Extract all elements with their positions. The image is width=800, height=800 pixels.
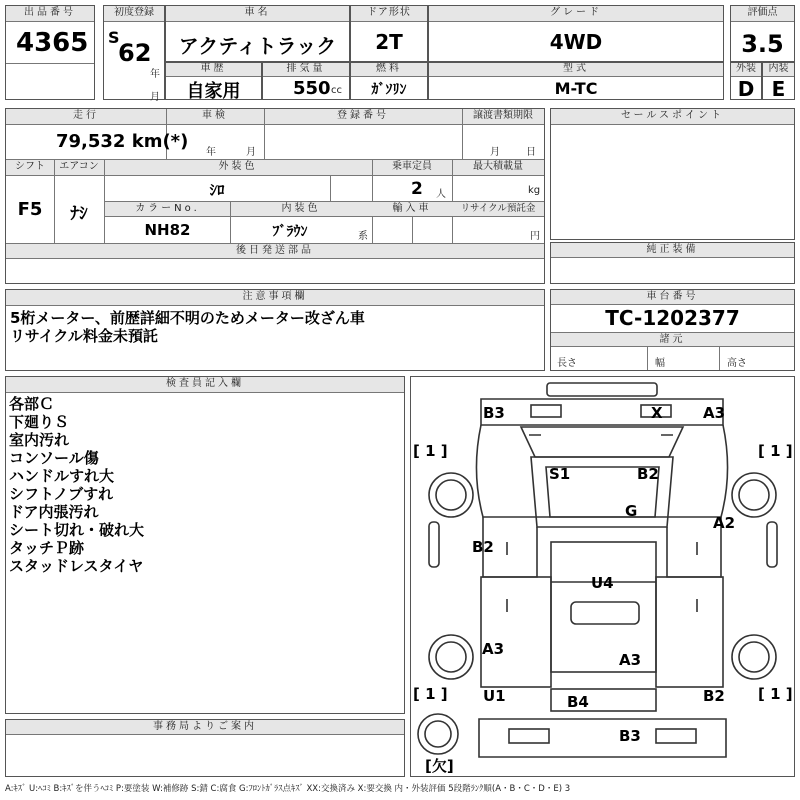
damage-mark-s1: S1 xyxy=(549,465,571,483)
import-label: 輸入車 xyxy=(372,202,452,217)
inspector-line-5: ハンドルすれ大 xyxy=(9,467,115,485)
color-no-value: NH82 xyxy=(144,221,191,239)
inspection-year-unit: 年 xyxy=(206,147,216,158)
door-label: ドア形状 xyxy=(351,6,427,22)
int-color-suffix: 系 xyxy=(358,231,368,242)
inspector-line-1: 各部Ｃ xyxy=(9,395,55,413)
transfer-month-unit: 月 xyxy=(490,147,500,158)
displacement-label: 排気量 xyxy=(263,63,349,77)
capacity-value: 2 xyxy=(411,179,423,199)
inspector-label: 検査員記入欄 xyxy=(6,377,404,393)
fuel-box xyxy=(350,62,428,100)
wheel-label-rear-right: [ 1 ] xyxy=(758,685,793,703)
wheel-label-front-left: [ 1 ] xyxy=(413,442,448,460)
exterior-box xyxy=(730,62,762,100)
legend-text: A:ｷｽﾞ U:ﾍｺﾐ B:ｷｽﾞを伴うﾍｺﾐ P:要塗装 W:補修跡 S:錆 C:腐食 G:ﾌﾛﾝﾄｶﾞﾗｽ点ｷｽﾞ XX:交換済み X:要交換 内・外装評価 5段階ﾗﾝｸ順(A・B・C・D・E) 3 xyxy=(5,784,571,794)
car-name-label: 車名 xyxy=(166,6,349,22)
int-color-value: ﾌﾞﾗｳﾝ xyxy=(272,224,308,240)
lot-number: 4365 xyxy=(16,28,89,58)
score-value: 3.5 xyxy=(741,30,784,58)
exterior-value: D xyxy=(737,77,755,101)
max-load-label: 最大積載量 xyxy=(452,160,544,176)
inspector-line-6: シフトノブすれ xyxy=(9,485,114,503)
chassis-label: 車台番号 xyxy=(551,290,794,305)
exterior-label: 外装 xyxy=(731,63,761,77)
car-name-box xyxy=(165,5,350,62)
first-reg-year: 62 xyxy=(118,39,152,67)
shift-value: F5 xyxy=(17,199,43,220)
model-value: M-TC xyxy=(554,79,598,98)
damage-mark-a3-bed: A3 xyxy=(619,651,642,669)
score-box xyxy=(730,5,795,62)
damage-mark-b2-cab: B2 xyxy=(637,465,659,483)
mileage-label: 走行 xyxy=(6,109,166,125)
office-box xyxy=(5,719,405,777)
grade-value: 4WD xyxy=(549,30,603,54)
sales-point-box xyxy=(550,108,795,240)
year-unit: 年 xyxy=(150,69,160,80)
notes-box xyxy=(5,289,545,371)
damage-mark-b3-top-left: B3 xyxy=(483,404,505,422)
inspector-line-4: コンソール傷 xyxy=(9,449,99,467)
history-value: 自家用 xyxy=(186,81,241,102)
inspection-label: 車検 xyxy=(166,109,264,125)
interior-value: E xyxy=(771,77,786,101)
int-color-label: 内装色 xyxy=(230,202,372,217)
inspector-line-2: 下廻りＳ xyxy=(9,413,70,431)
mileage-value: 79,532 km(*) xyxy=(56,131,189,152)
damage-mark-b2-left: B2 xyxy=(472,538,494,556)
chassis-box xyxy=(550,289,795,371)
door-value: 2T xyxy=(375,30,403,54)
reg-no-label: 登録番号 xyxy=(264,109,462,125)
ac-value: ﾅｼ xyxy=(70,204,88,224)
fuel-value: ｶﾞｿﾘﾝ xyxy=(371,82,407,98)
damage-mark-u1: U1 xyxy=(483,687,506,705)
inspector-line-7: ドア内張汚れ xyxy=(9,503,99,521)
shift-label: シフト xyxy=(6,160,54,176)
history-box xyxy=(165,62,262,100)
model-label: 型式 xyxy=(429,63,723,77)
capacity-unit: 人 xyxy=(436,189,446,200)
damage-mark-b3-bottom: B3 xyxy=(619,727,641,745)
grade-box xyxy=(428,5,724,62)
inspector-line-8: シート切れ・破れ大 xyxy=(9,521,145,539)
damage-mark-x-top: X xyxy=(651,404,663,422)
color-no-label: カラーNo. xyxy=(105,202,230,217)
office-label: 事務局よりご案内 xyxy=(6,720,404,735)
wheel-label-spare: [欠] xyxy=(425,757,454,775)
damage-mark-b4: B4 xyxy=(567,693,589,711)
genuine-label: 純正装備 xyxy=(551,243,794,258)
damage-mark-u4: U4 xyxy=(591,574,614,592)
lot-label: 出品番号 xyxy=(6,6,94,22)
fuel-label: 燃料 xyxy=(351,63,427,77)
car-name: アクティトラック xyxy=(178,34,337,58)
inspector-box xyxy=(5,376,405,714)
transfer-day-unit: 日 xyxy=(526,147,536,158)
history-label: 車歴 xyxy=(166,63,261,77)
sales-point-label: セールスポイント xyxy=(551,109,794,125)
width-label: 幅 xyxy=(655,358,665,369)
chassis-number: TC-1202377 xyxy=(605,306,740,330)
ext-color-label: 外装色 xyxy=(104,160,372,176)
damage-mark-a3-left: A3 xyxy=(482,640,505,658)
first-reg-box xyxy=(103,5,165,103)
displacement-unit: cc xyxy=(331,85,342,96)
length-label: 長さ xyxy=(557,358,577,369)
interior-box xyxy=(762,62,795,100)
capacity-label: 乗車定員 xyxy=(372,160,452,176)
recycle-unit: 円 xyxy=(530,231,540,242)
max-load-unit: kg xyxy=(528,185,541,196)
grade-label: グレード xyxy=(429,6,723,22)
displacement-box xyxy=(262,62,350,100)
model-box xyxy=(428,62,724,100)
inspector-line-9: タッチＰ跡 xyxy=(9,539,85,557)
damage-mark-g: G xyxy=(625,502,638,520)
inspector-line-10: スタッドレスタイヤ xyxy=(9,557,144,575)
ext-color-value: ｼﾛ xyxy=(209,181,225,199)
damage-mark-a3-top-right: A3 xyxy=(703,404,726,422)
displacement-value: 550 xyxy=(293,78,331,99)
month-unit: 月 xyxy=(150,92,160,103)
ac-label: エアコン xyxy=(54,160,104,176)
inspection-month-unit: 月 xyxy=(246,147,256,158)
recycle-label: リサイクル預託金 xyxy=(452,202,544,217)
height-label: 高さ xyxy=(727,358,747,369)
spec-label: 諸元 xyxy=(551,332,794,347)
wheel-label-rear-left: [ 1 ] xyxy=(413,685,448,703)
genuine-box xyxy=(550,242,795,284)
door-box xyxy=(350,5,428,62)
note-line-2: リサイクル料金未預託 xyxy=(10,327,158,345)
notes-label: 注意事項欄 xyxy=(6,290,544,306)
score-label: 評価点 xyxy=(731,6,794,22)
car-diagram xyxy=(410,376,795,777)
damage-mark-b2-right: B2 xyxy=(703,687,725,705)
inspector-line-3: 室内汚れ xyxy=(9,431,70,449)
later-parts-label: 後日発送部品 xyxy=(6,244,544,259)
lot-box xyxy=(5,5,95,100)
damage-mark-a2: A2 xyxy=(713,514,736,532)
era-letter: S xyxy=(108,28,120,47)
transfer-label: 譲渡書類期限 xyxy=(462,109,544,125)
note-line-1: 5桁メーター、前歴詳細不明のためメーター改ざん車 xyxy=(10,309,365,327)
main-info-box xyxy=(5,108,545,284)
interior-label: 内装 xyxy=(763,63,794,77)
wheel-label-front-right: [ 1 ] xyxy=(758,442,793,460)
first-reg-label: 初度登録 xyxy=(104,6,164,22)
